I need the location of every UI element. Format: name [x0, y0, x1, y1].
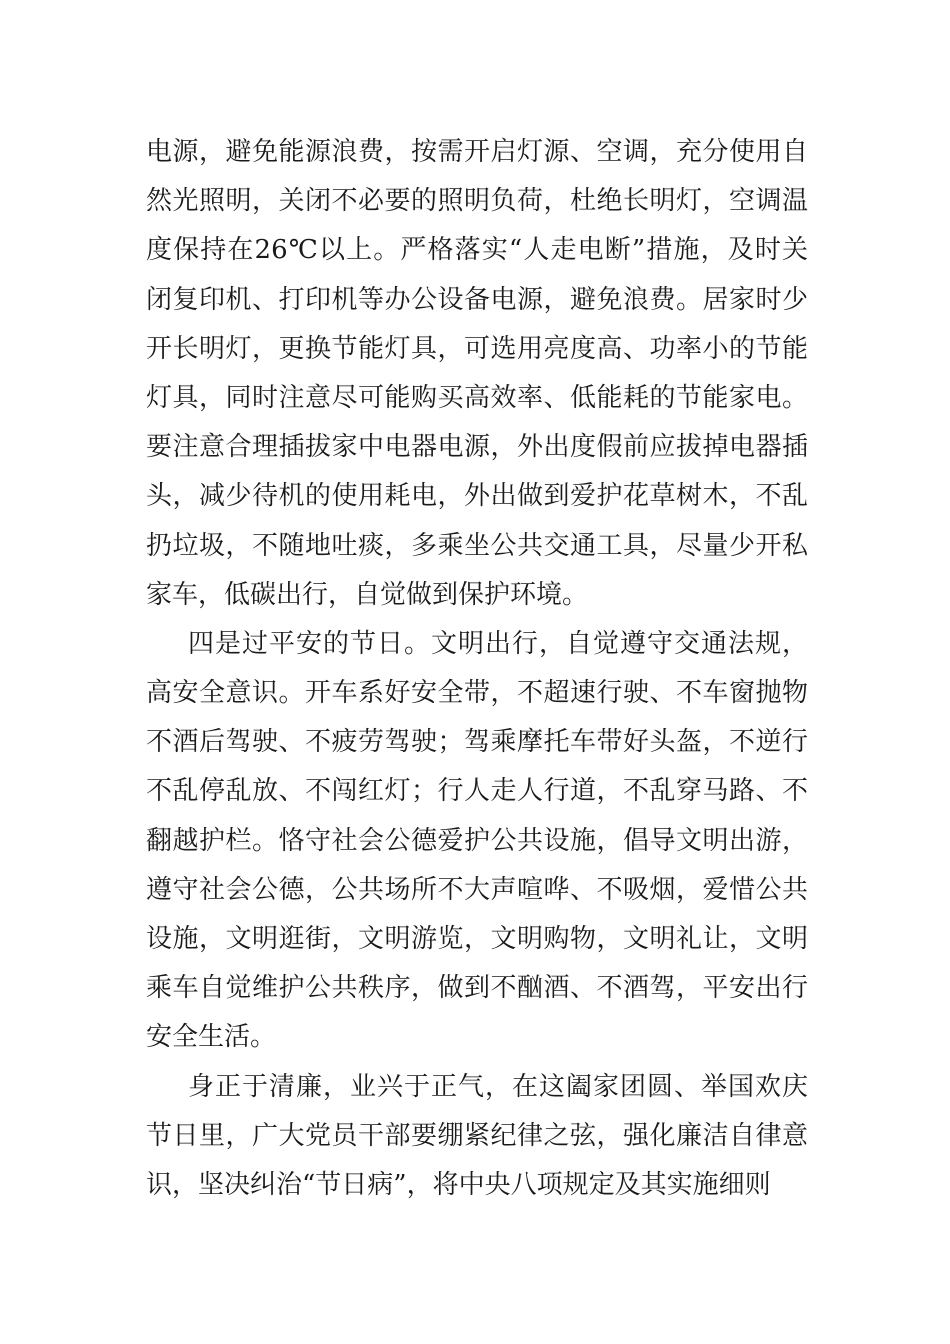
- text-line: 识，坚决纠治“节日病”，将中央八项规定及其实施细则: [146, 1169, 771, 1200]
- text-line: 要注意合理插拔家中电器电源，外出度假前应拔掉电器插: [146, 432, 808, 463]
- text-line: 不酒后驾驶、不疲劳驾驶；驾乘摩托车带好头盔，不逆行: [146, 727, 808, 758]
- text-line: 高安全意识。开车系好安全带，不超速行驶、不车窗抛物: [146, 678, 808, 709]
- text-line: 电源，避免能源浪费，按需开启灯源、空调，充分使用自: [146, 137, 808, 167]
- text-line: 遵守社会公德，公共场所不大声喧哗、不吸烟，爱惜公共: [146, 874, 808, 905]
- text-line: 翻越护栏。恪守社会公德爱护公共设施，倡导文明出游，: [146, 825, 808, 856]
- text-line: 闭复印机、打印机等办公设备电源，避免浪费。居家时少: [146, 284, 808, 315]
- text-line: 节日里，广大党员干部要绷紧纪律之弦，强化廉洁自律意: [146, 1120, 808, 1151]
- text-line: 头，减少待机的使用耗电，外出做到爱护花草树木，不乱: [146, 481, 808, 512]
- text-line: 乘车自觉维护公共秩序，做到不酗酒、不酒驾，平安出行: [146, 973, 808, 1004]
- text-line: 四是过平安的节日。文明出行，自觉遵守交通法规，: [188, 628, 808, 659]
- text-line: 安全生活。: [146, 1022, 277, 1053]
- paragraph-energy-saving: [146, 128, 808, 620]
- document-body: [146, 128, 808, 1210]
- text-line: 家车，低碳出行，自觉做到保护环境。: [146, 579, 589, 610]
- paragraph-safe-holiday: [146, 620, 808, 1063]
- text-line: 设施，文明逛街，文明游览，文明购物，文明礼让，文明: [146, 924, 808, 954]
- text-line: 然光照明，关闭不必要的照明负荷，杜绝长明灯，空调温: [146, 186, 808, 217]
- paragraph-integrity: [146, 1063, 808, 1211]
- text-line: 灯具，同时注意尽可能购买高效率、低能耗的节能家电。: [146, 382, 808, 413]
- text-line: 不乱停乱放、不闯红灯；行人走人行道，不乱穿马路、不: [146, 776, 808, 807]
- text-line: 度保持在26℃以上。严格落实“人走电断”措施，及时关: [146, 235, 808, 266]
- text-line: 身正于清廉，业兴于正气，在这阖家团圆、举国欢庆: [188, 1071, 808, 1102]
- text-line: 扔垃圾，不随地吐痰，多乘坐公共交通工具，尽量少开私: [146, 530, 808, 561]
- text-line: 开长明灯，更换节能灯具，可选用亮度高、功率小的节能: [146, 333, 808, 364]
